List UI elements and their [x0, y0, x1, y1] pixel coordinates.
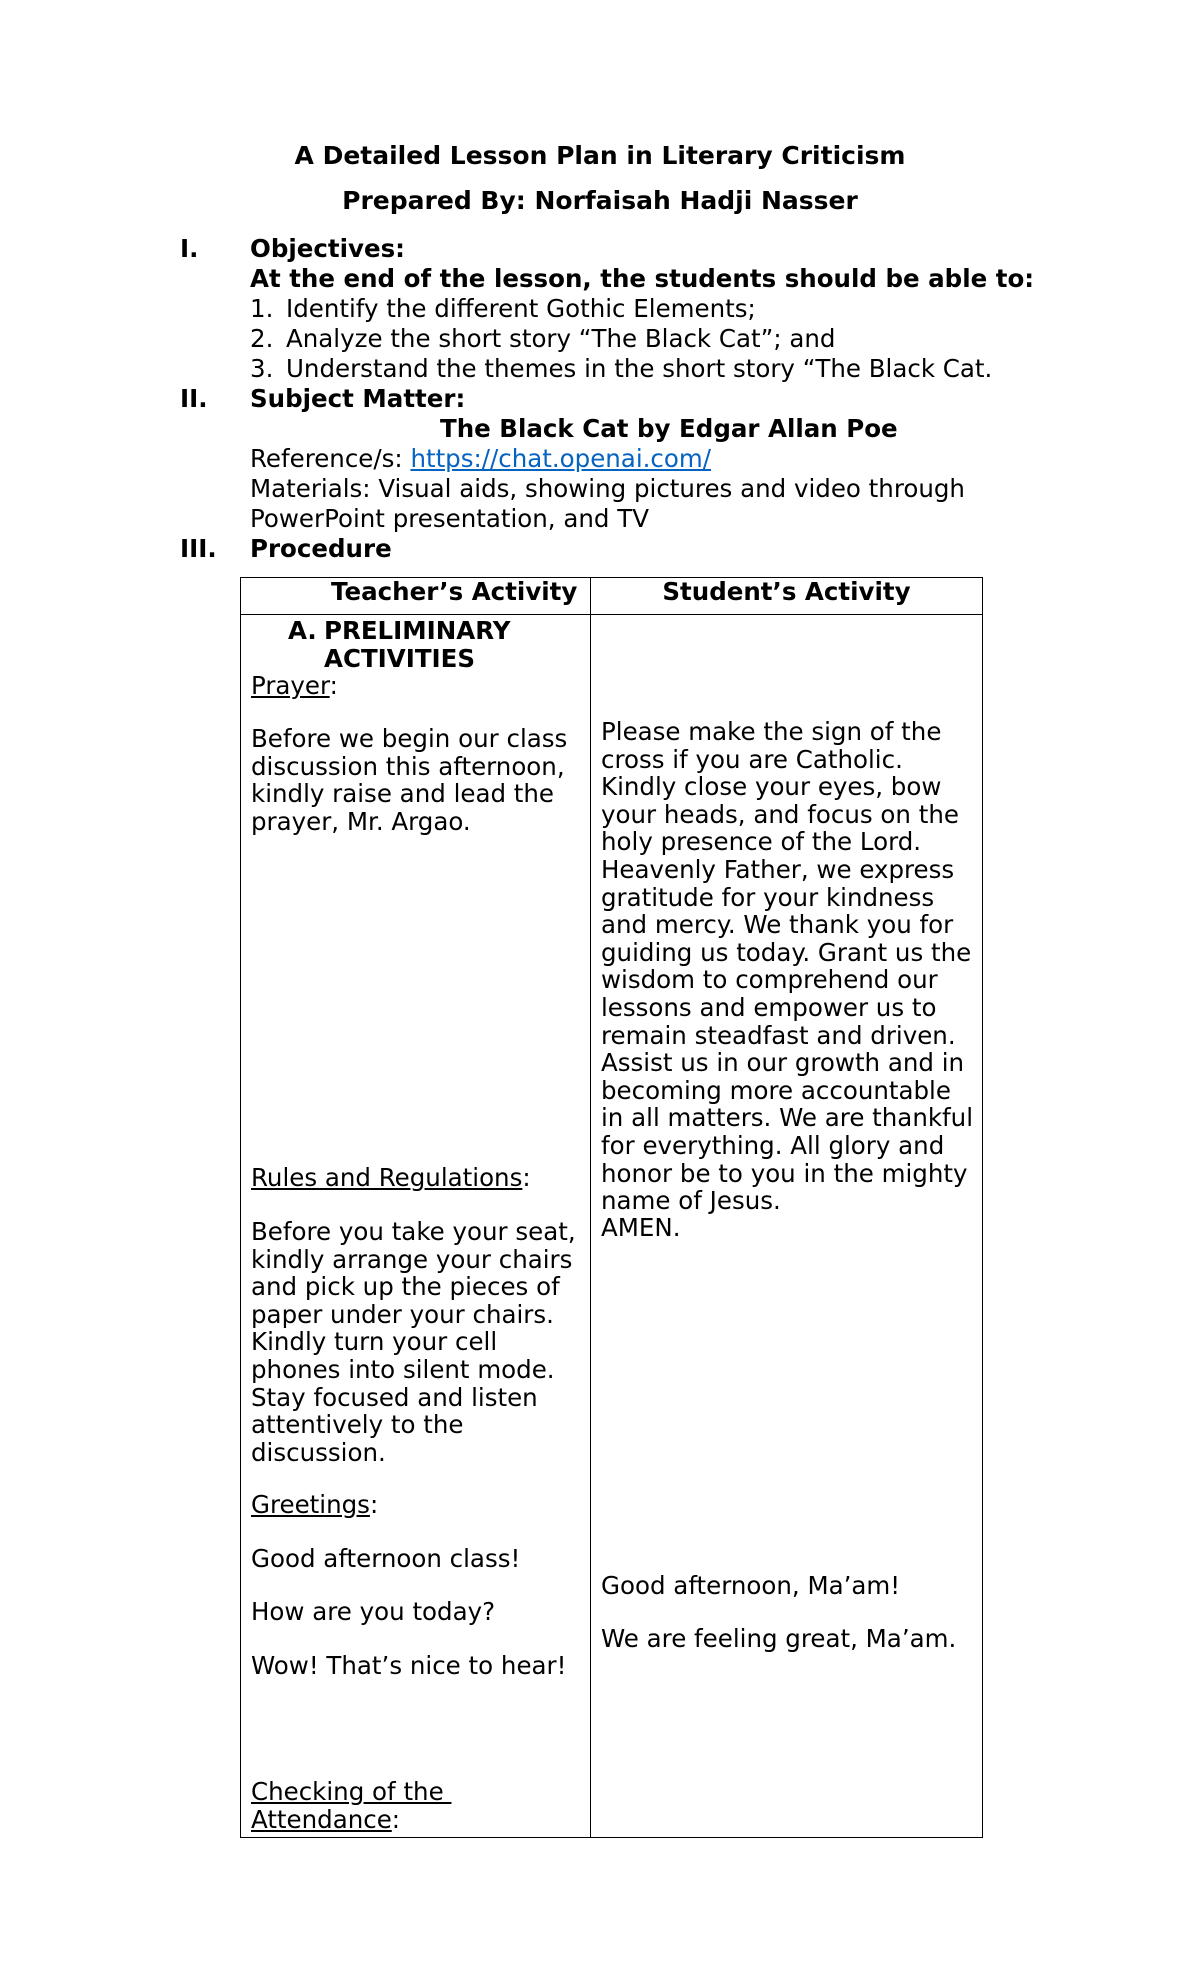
table-row [241, 615, 983, 1838]
subject-heading: Subject Matter: [250, 384, 466, 413]
subject-numeral: II. [180, 384, 208, 413]
rules-teacher-text: Before you take your seat, kindly arrange your chairs and pick up the pieces of paper under your chairs. Kindly turn your cell phones into silent mode. Stay focused and listen attentively to the discussion. [251, 1217, 576, 1467]
section-title-line-1: PRELIMINARY [324, 616, 511, 645]
objective-item [250, 354, 992, 384]
student-activity-cell [591, 615, 983, 1838]
prayer-amen: AMEN. [601, 1213, 681, 1242]
attendance-label [251, 1778, 582, 1833]
greetings-label-colon: : [369, 1490, 379, 1519]
table-header-row [241, 578, 983, 615]
procedure-heading: Procedure [250, 534, 392, 563]
greetings-label-text: Greetings [251, 1490, 370, 1519]
attendance-label-colon: : [391, 1804, 401, 1834]
objectives-numeral: I. [180, 234, 199, 263]
prayer-teacher-text: Before we begin our class discussion this afternoon, kindly raise and lead the prayer, Mr. Argao. [251, 724, 568, 836]
prayer-student-text: Please make the sign of the cross if you are Catholic. Kindly close your eyes, bow your heads, and focus on the holy presence of the Lord. Heavenly Father, we express gratitude for your kindness and mercy. We thank you for guiding us today. Grant us the wisdom to comprehend our lessons and empower us to remain steadfast and driven. Assist us in our growth and in becoming more accountable in all matters. We are thankful for everything. All glory and honor be to you in the mighty name of Jesus. [601, 717, 973, 1216]
greeting-teacher-1: Good afternoon class! [251, 1544, 521, 1573]
teacher-activity-cell [241, 615, 591, 1838]
section-letter: A. [288, 616, 317, 645]
greeting-teacher-3: Wow! That’s nice to hear! [251, 1651, 567, 1680]
objectives-heading: Objectives: [250, 234, 405, 263]
section-heading [288, 617, 582, 672]
objectives-intro: At the end of the lesson, the students should be able to: [250, 264, 1035, 293]
procedure-table [240, 577, 983, 1838]
document-title: A Detailed Lesson Plan in Literary Criticism [294, 141, 906, 170]
teacher-activity-header: Teacher’s Activity [241, 578, 591, 615]
story-title: The Black Cat by Edgar Allan Poe [440, 414, 898, 443]
greeting-student-1: Good afternoon, Ma’am! [601, 1571, 901, 1600]
objective-number: 3. [250, 354, 274, 383]
materials-line-2: PowerPoint presentation, and TV [250, 504, 649, 533]
materials-line-1: Materials: Visual aids, showing pictures and video through [250, 474, 965, 503]
prayer-label-text: Prayer [251, 671, 330, 700]
prayer-label [251, 672, 582, 700]
objective-number: 1. [250, 294, 274, 323]
section-title-line-2: ACTIVITIES [324, 643, 476, 673]
greeting-teacher-2: How are you today? [251, 1597, 496, 1626]
rules-label [251, 1164, 582, 1192]
rules-label-text: Rules and Regulations [251, 1163, 523, 1192]
objective-text: Identify the different Gothic Elements; [286, 294, 756, 323]
student-activity-header: Student’s Activity [591, 578, 983, 615]
rules-label-colon: : [522, 1163, 531, 1192]
attendance-label-line-1: Checking of the [251, 1777, 452, 1806]
prepared-by: Prepared By: Norfaisah Hadji Nasser [342, 186, 858, 215]
procedure-numeral: III. [180, 534, 217, 563]
reference-label: Reference/s: [250, 444, 411, 473]
reference-line [250, 444, 711, 474]
objective-number: 2. [250, 324, 274, 353]
objective-item [250, 324, 835, 354]
greetings-label [251, 1491, 582, 1519]
objective-text: Analyze the short story “The Black Cat”; and [286, 324, 836, 353]
greeting-student-2: We are feeling great, Ma’am. [601, 1624, 957, 1653]
attendance-label-line-2: Attendance [251, 1804, 392, 1834]
reference-link[interactable]: https://chat.openai.com/ [410, 444, 711, 473]
prayer-label-colon: : [329, 671, 338, 700]
objective-item [250, 294, 756, 324]
objective-text: Understand the themes in the short story “The Black Cat. [286, 354, 993, 383]
